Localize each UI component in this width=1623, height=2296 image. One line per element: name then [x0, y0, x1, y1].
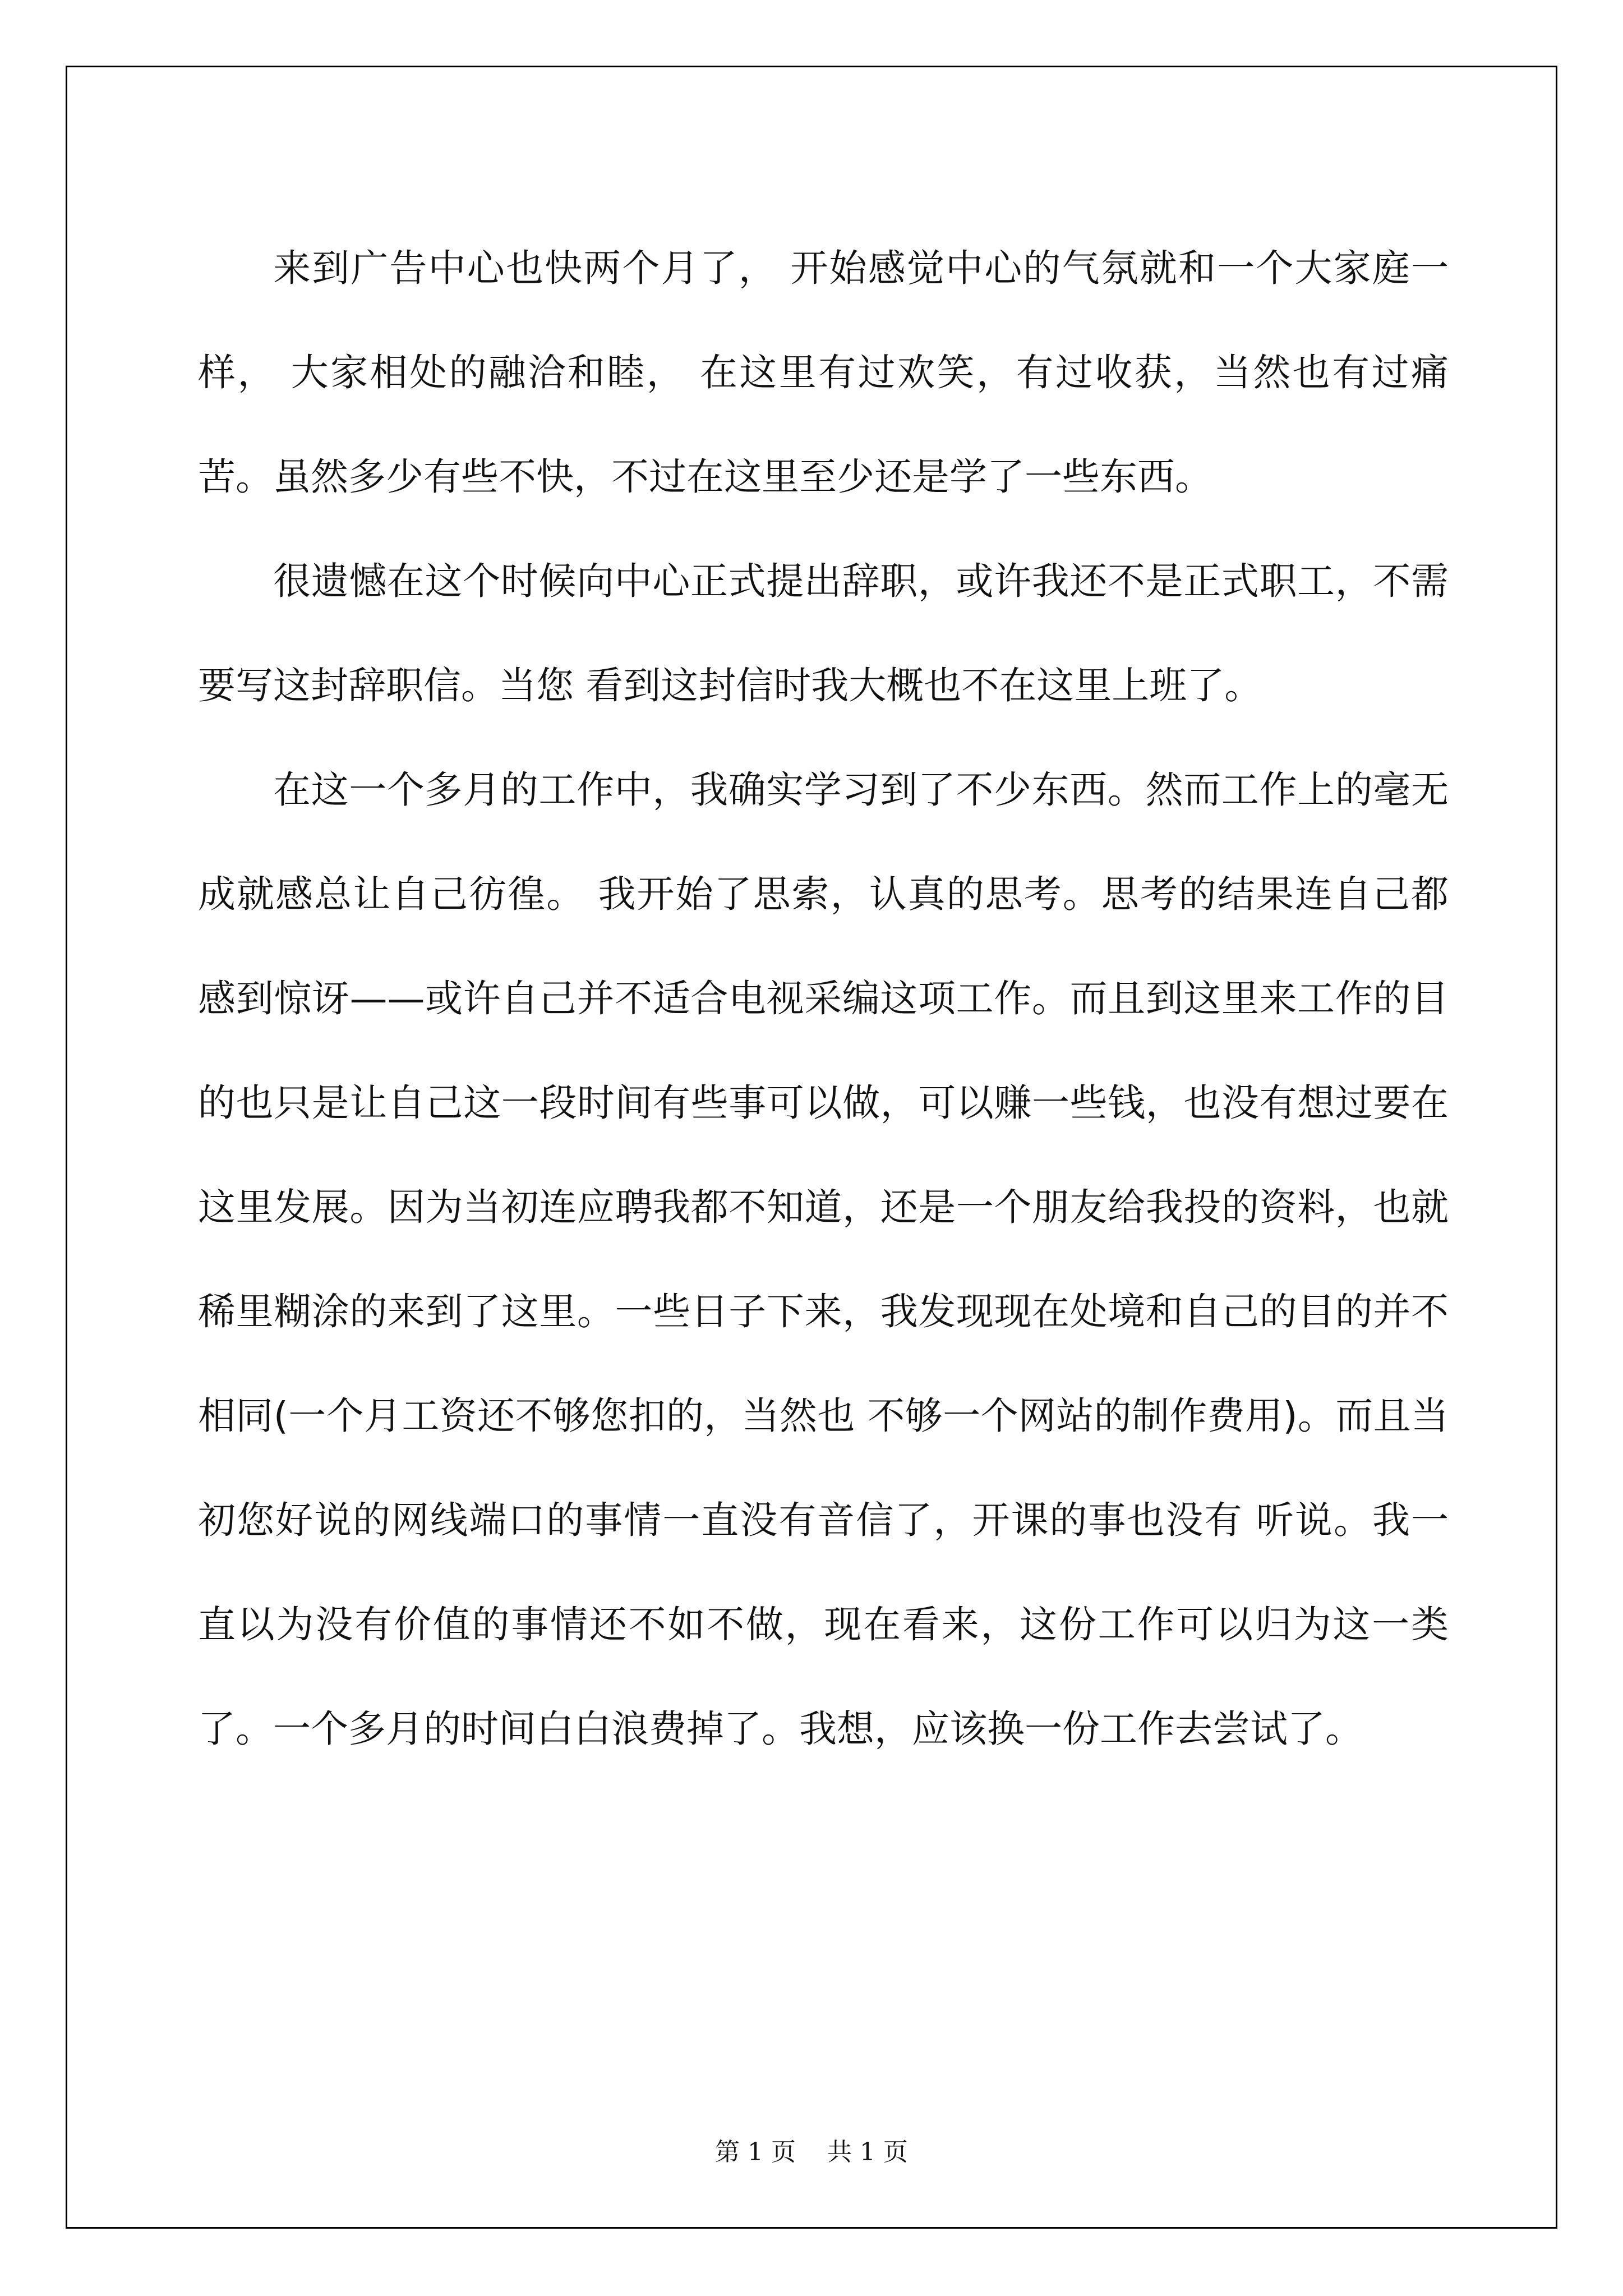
paragraph-3: 在这一个多月的工作中，我确实学习到了不少东西。然而工作上的毫无成就感总让自己彷徨。 我开始了思索，认真的思考。思考的结果连自己都感到惊讶——或许自己并不适合电视采编这项工作。而且到这里来工作的目的也只是让自己这一段时间有些事可以做，可以赚一些钱，也没有想过要在这里发展。因为当初连应聘我都不知道，还是一个朋友给我投的资料，也就稀里糊涂的来到了这里。一些日子下来，我发现现在处境和自己的目的并不相同(一个月工资还不够您扣的，当然也 不够一个网站的制作费用)。而且当初您好说的网线端口的事情一直没有音信了，开课的事也没有 听说。我一直以为没有价值的事情还不如不做，现在看来，这份工作可以归为这一类了。一个多月的时间白白浪费掉了。我想，应该换一份工作去尝试了。	[198, 768, 1449, 1751]
page-number-footer: 第 1 页 共 1 页	[715, 2138, 908, 2166]
letter-body	[198, 216, 1449, 1781]
paragraph-2: 很遗憾在这个时候向中心正式提出辞职，或许我还不是正式职工，不需要写这封辞职信。当您 看到这封信时我大概也不在这里上班了。	[198, 559, 1449, 707]
paragraph-1: 来到广告中心也快两个月了， 开始感觉中心的气氛就和一个大家庭一样， 大家相处的融洽和睦， 在这里有过欢笑，有过收获，当然也有过痛苦。虽然多少有些不快，不过在这里至少还是学了一些东西。	[198, 246, 1449, 499]
